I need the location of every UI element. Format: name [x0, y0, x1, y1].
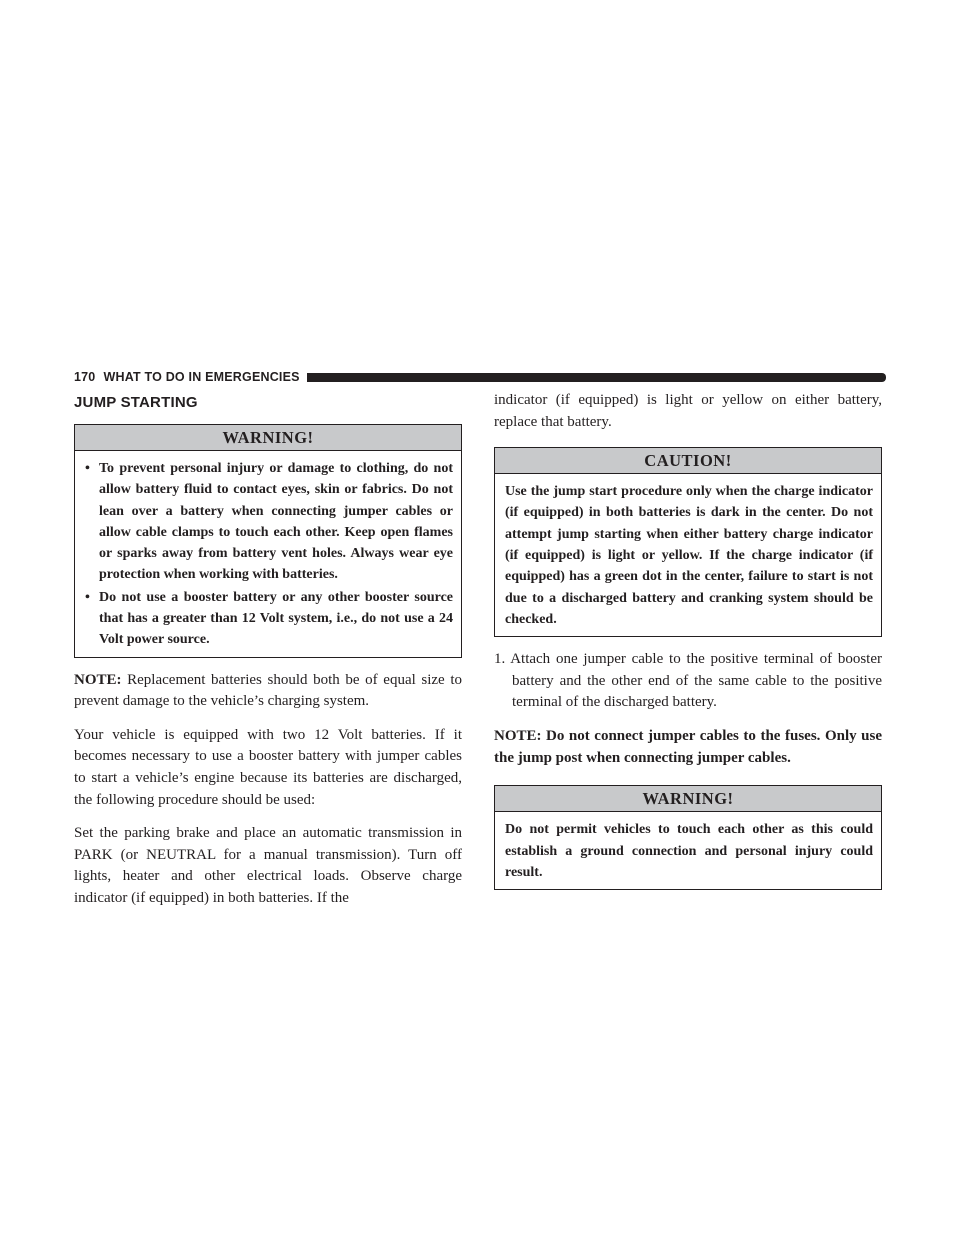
warning-body-2: Do not permit vehicles to touch each other as this could establish a ground connection and personal injury could result.	[505, 822, 873, 880]
page-number: 170	[74, 370, 96, 384]
paragraph: Your vehicle is equipped with two 12 Volt batteries. If it becomes necessary to use a booster battery with jumper cables to start a vehicle’s engine because its batteries are discharged, the following procedure should be used:	[74, 726, 462, 808]
bullet-icon: •	[85, 589, 90, 605]
note-label: NOTE:	[74, 671, 122, 688]
caution-box	[494, 447, 882, 637]
note-text: Replacement batteries should both be of equal size to prevent damage to the vehicle’s charging system.	[74, 671, 462, 710]
warning-item: • To prevent personal injury or damage to clothing, do not allow battery fluid to contact eyes, skin or fabrics. Do not lean over a battery when connecting jumper cables or allow cable clamps to touch each other. Keep open flames or sparks away from battery vent holes. Always wear eye protection when working with batteries.	[85, 458, 453, 586]
warning-box	[74, 424, 462, 658]
bullet-icon: •	[85, 461, 90, 476]
section-title: JUMP STARTING	[74, 394, 198, 411]
right-column	[494, 390, 882, 902]
paragraph: Set the parking brake and place an automatic transmission in PARK (or NEUTRAL for a manual transmission). Turn off lights, heater and other electrical loads. Observe charge indicator (if equipped) in both batteries. If the	[74, 825, 462, 907]
warning-box-2	[494, 785, 882, 890]
note-paragraph	[74, 670, 462, 713]
caution-body: Use the jump start procedure only when the charge indicator (if equipped) in both batteries is dark in the center. Do not attempt jump starting when either battery charge indicator (if equipped) is light or yellow. If the charge indicator (if equipped) has a green dot in the center, failure to start is not due to a discharged battery and cranking system should be checked.	[505, 484, 873, 627]
warning-body	[75, 451, 461, 657]
caution-title: CAUTION!	[495, 448, 881, 474]
page-header	[74, 370, 886, 384]
section-name: WHAT TO DO IN EMERGENCIES	[103, 370, 300, 384]
note-bold: NOTE: Do not connect jumper cables to the fuses. Only use the jump post when connecting jumper cables.	[494, 728, 882, 766]
header-rule	[307, 373, 886, 382]
paragraph-continued: indicator (if equipped) is light or yellow on either battery, replace that battery.	[494, 392, 882, 430]
step-1: 1. Attach one jumper cable to the positive terminal of booster battery and the other end of the same cable to the positive terminal of the discharged battery.	[494, 651, 882, 711]
left-column	[74, 394, 462, 922]
warning-item: • Do not use a booster battery or any other booster source that has a greater than 12 Volt system, i.e., do not use a 24 Volt power source.	[85, 587, 453, 651]
warning-title: WARNING!	[75, 425, 461, 451]
warning-title-2: WARNING!	[495, 786, 881, 812]
